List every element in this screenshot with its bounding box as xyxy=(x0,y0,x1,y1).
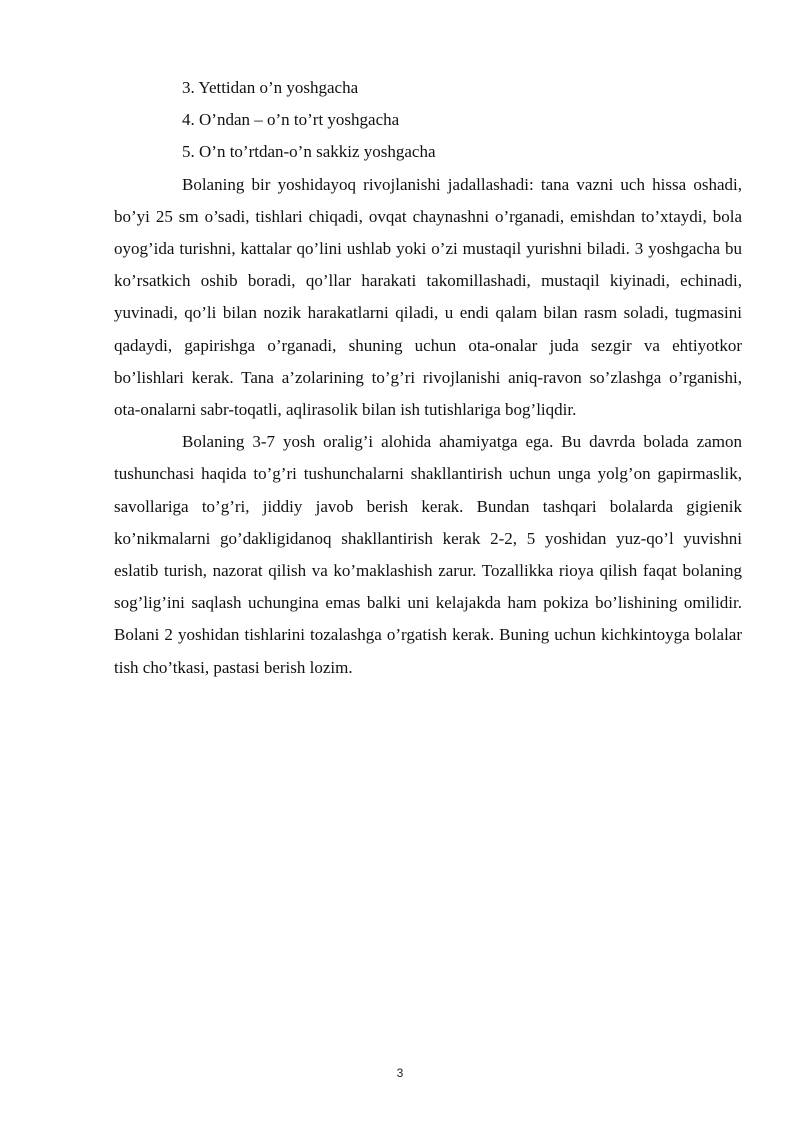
list-item: 4. O’ndan – o’n to’rt yoshgacha xyxy=(182,110,400,130)
list-item: 3. Yettidan o’n yoshgacha xyxy=(182,78,359,97)
paragraph-ages-3-to-7: Bolaning 3-7 yosh oralig’i alohida ahamiyatga ega. Bu davrda bolada zamon tushunchasi haqida to’g’ri tushunchalarni shakllantirish uchun unga yolg’on gapirmaslik, savollariga to’g’ri, jiddiy javob berish kerak. Bundan tashqari bolalarda gigienik ko’nikmalarni go’dakligidanoq shakllantirish kerak 2-2, 5 yoshidan yuz-qo’l yuvishni eslatib turish, nazorat qilish va ko’maklashish zarur. Tozallikka rioya qilish faqat bolaning sog’lig’ini saqlash uchungina emas balki uni kelajakda ham pokiza bo’lishining omilidir. Bolani 2 yoshidan tishlarini tozalashga o’rgatish kerak. Buning uchun kichkintoyga bolalar tish cho’tkasi, pastasi berish lozim. xyxy=(114,432,742,677)
page-body xyxy=(114,72,742,684)
paragraph-development-first-year: Bolaning bir yoshidayoq rivojlanishi jadallashadi: tana vazni uch hissa oshadi, bo’yi 25 sm o’sadi, tishlari chiqadi, ovqat chaynashni o’rganadi, emishdan to’xtaydi, bola oyog’ida turishni, kattalar qo’lini ushlab yoki o’zi mustaqil yurishni biladi. 3 yoshgacha bu ko’rsatkich oshib boradi, qo’llar harakati takomillashadi, mustaqil kiyinadi, echinadi, yuvinadi, qo’li bilan nozik harakatlarni qiladi, u endi qalam bilan rasm soladi, tugmasini qadaydi, gapirishga o’rganadi, shuning uchun ota-onalar juda sezgir va ehtiyotkor bo’lishlari kerak. Tana a’zolarining to’g’ri rivojlanishi aniq-ravon so’zlashga o’rganishi, ota-onalarni sabr-toqatli, aqlirasolik bilan ish tutishlariga bog’liqdir. xyxy=(114,174,742,420)
list-item: 5. O’n to’rtdan-o’n sakkiz yoshgacha xyxy=(182,142,436,162)
page-number: 3 xyxy=(396,1066,404,1080)
